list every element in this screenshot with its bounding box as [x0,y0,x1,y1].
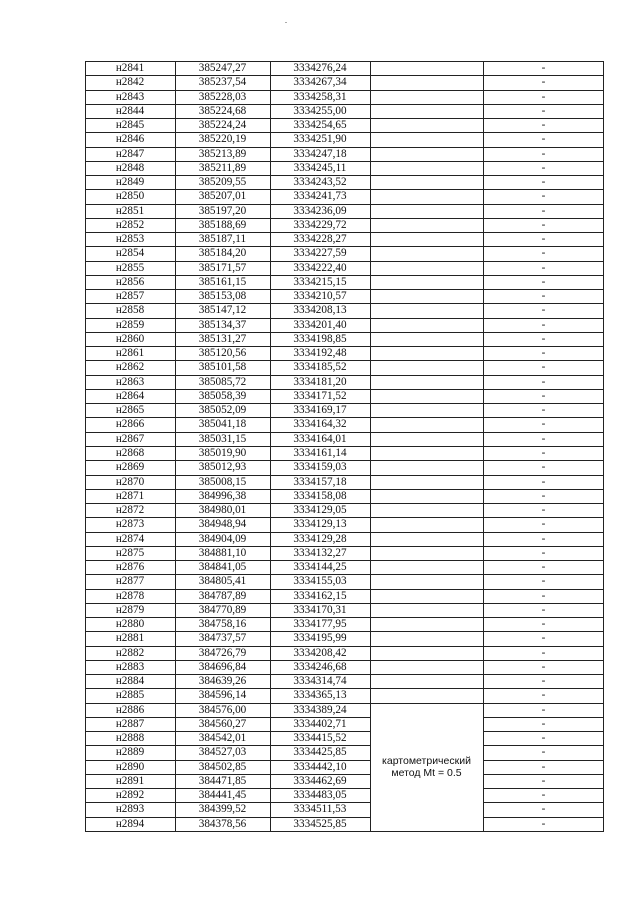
table-row [85,688,604,702]
y-coordinate-cell: 3334254,65 [293,119,347,132]
y-coordinate-cell: 3334162,15 [293,589,347,602]
dash-cell: - [541,233,546,246]
point-id-cell: н2864 [115,389,145,402]
table-row [85,104,604,118]
dash-cell: - [541,632,546,645]
point-id-cell: н2849 [115,176,145,189]
x-coordinate-cell: 385224,68 [198,104,247,117]
table-row [85,460,604,474]
x-coordinate-cell: 385019,90 [198,447,247,459]
x-coordinate-cell: 384378,56 [198,817,247,830]
y-coordinate-cell: 3334251,90 [293,133,347,146]
point-id-cell: н2892 [115,789,145,802]
dash-cell: - [541,732,546,745]
point-id-cell: н2868 [115,447,145,459]
y-coordinate-cell: 3334208,13 [293,304,347,317]
table-row [85,90,604,104]
table-row [85,745,604,759]
x-coordinate-cell: 384841,05 [198,561,247,574]
x-coordinate-cell: 385207,01 [198,190,247,203]
point-id-cell: н2857 [115,290,145,303]
point-id-cell: н2852 [115,218,145,231]
y-coordinate-cell: 3334258,31 [293,90,347,103]
method-line-1: картометрический [382,755,471,767]
dash-cell: - [541,518,546,531]
y-coordinate-cell: 3334158,08 [293,489,347,502]
dash-cell: - [541,717,546,730]
point-id-cell: н2871 [115,489,145,502]
dash-cell: - [541,589,546,602]
y-coordinate-cell: 3334402,71 [293,717,347,730]
y-coordinate-cell: 3334195,99 [293,632,347,645]
y-coordinate-cell: 3334170,31 [293,603,347,616]
table-row [85,475,604,489]
x-coordinate-cell: 385224,24 [198,119,247,132]
dash-cell: - [541,760,546,773]
table-row [85,147,604,161]
point-id-cell: н2846 [115,133,145,146]
dash-cell: - [541,575,546,588]
table-row [85,703,604,717]
method-line-2: метод Mt = 0.5 [391,767,462,779]
point-id-cell: н2881 [115,632,145,645]
dash-cell: - [541,774,546,787]
table-row [85,717,604,731]
x-coordinate-cell: 385031,15 [198,432,247,445]
y-coordinate-cell: 3334241,73 [293,190,347,203]
point-id-cell: н2844 [115,104,145,117]
x-coordinate-cell: 385147,12 [198,304,247,317]
table-row [85,674,604,688]
x-coordinate-cell: 384980,01 [198,504,247,517]
point-id-cell: н2855 [115,261,145,274]
y-coordinate-cell: 3334198,85 [293,332,347,345]
point-id-cell: н2894 [115,817,145,830]
dash-cell: - [541,90,546,103]
x-coordinate-cell: 385171,57 [198,261,247,274]
table-row [85,646,604,660]
point-id-cell: н2848 [115,161,145,174]
table-row [85,417,604,431]
table-row [85,303,604,317]
point-id-cell: н2861 [115,347,145,360]
y-coordinate-cell: 3334276,24 [293,62,347,74]
point-id-cell: н2866 [115,418,145,431]
y-coordinate-cell: 3334161,14 [293,447,347,459]
x-coordinate-cell: 384948,94 [198,518,247,531]
y-coordinate-cell: 3334415,52 [293,732,347,745]
point-id-cell: н2877 [115,575,145,588]
x-coordinate-cell: 385101,58 [198,361,247,374]
table-row [85,489,604,503]
point-id-cell: н2860 [115,332,145,345]
y-coordinate-cell: 3334227,59 [293,247,347,260]
y-coordinate-cell: 3334169,17 [293,404,347,417]
dash-cell: - [541,404,546,417]
table-row [85,346,604,360]
x-coordinate-cell: 385184,20 [198,247,247,260]
y-coordinate-cell: 3334222,40 [293,261,347,274]
y-coordinate-cell: 3334129,05 [293,504,347,517]
dash-cell: - [541,546,546,559]
dash-cell: - [541,161,546,174]
x-coordinate-cell: 384560,27 [198,717,247,730]
y-coordinate-cell: 3334442,10 [293,760,347,773]
dash-cell: - [541,133,546,146]
dash-cell: - [541,803,546,816]
x-coordinate-cell: 384770,89 [198,603,247,616]
point-id-cell: н2858 [115,304,145,317]
x-coordinate-cell: 384996,38 [198,489,247,502]
y-coordinate-cell: 3334511,53 [293,803,347,816]
point-id-cell: н2851 [115,204,145,217]
point-id-cell: н2867 [115,432,145,445]
x-coordinate-cell: 384881,10 [198,546,247,559]
x-coordinate-cell: 385008,15 [198,475,247,488]
x-coordinate-cell: 384904,09 [198,532,247,545]
x-coordinate-cell: 384502,85 [198,760,247,773]
table-row [85,660,604,674]
table-row [85,61,604,75]
point-id-cell: н2845 [115,119,145,132]
table-row [85,617,604,631]
point-id-cell: н2874 [115,532,145,545]
point-id-cell: н2880 [115,618,145,631]
y-coordinate-cell: 3334164,32 [293,418,347,431]
y-coordinate-cell: 3334483,05 [293,789,347,802]
x-coordinate-cell: 385131,27 [198,332,247,345]
table-row [85,817,604,831]
table-row [85,532,604,546]
y-coordinate-cell: 3334246,68 [293,660,347,673]
point-id-cell: н2883 [115,660,145,673]
x-coordinate-cell: 385134,37 [198,318,247,331]
point-id-cell: н2890 [115,760,145,773]
dash-cell: - [541,275,546,288]
x-coordinate-cell: 384726,79 [198,646,247,659]
dash-cell: - [541,119,546,132]
y-coordinate-cell: 3334157,18 [293,475,347,488]
dash-cell: - [541,461,546,474]
x-coordinate-cell: 384576,00 [198,703,247,716]
table-row [85,802,604,816]
point-id-cell: н2863 [115,375,145,388]
dash-cell: - [541,104,546,117]
x-coordinate-cell: 385220,19 [198,133,247,146]
table-row [85,218,604,232]
x-coordinate-cell: 385209,55 [198,176,247,189]
table-row [85,731,604,745]
point-id-cell: н2859 [115,318,145,331]
y-coordinate-cell: 3334185,52 [293,361,347,374]
dash-cell: - [541,62,546,74]
x-coordinate-cell: 385085,72 [198,375,247,388]
point-id-cell: н2872 [115,504,145,517]
y-coordinate-cell: 3334215,15 [293,275,347,288]
point-id-cell: н2865 [115,404,145,417]
y-coordinate-cell: 3334171,52 [293,389,347,402]
table-row [85,574,604,588]
table-row [85,289,604,303]
x-coordinate-cell: 385041,18 [198,418,247,431]
table-row [85,360,604,374]
table-row [85,204,604,218]
x-coordinate-cell: 385058,39 [198,389,247,402]
point-id-cell: н2887 [115,717,145,730]
y-coordinate-cell: 3334159,03 [293,461,347,474]
table-row [85,161,604,175]
x-coordinate-cell: 385052,09 [198,404,247,417]
point-id-cell: н2850 [115,190,145,203]
dash-cell: - [541,190,546,203]
x-coordinate-cell: 385120,56 [198,347,247,360]
x-coordinate-cell: 385197,20 [198,204,247,217]
x-coordinate-cell: 385188,69 [198,218,247,231]
dash-cell: - [541,475,546,488]
y-coordinate-cell: 3334181,20 [293,375,347,388]
table-row [85,432,604,446]
table-row [85,517,604,531]
point-id-cell: н2875 [115,546,145,559]
x-coordinate-cell: 385012,93 [198,461,247,474]
y-coordinate-cell: 3334129,13 [293,518,347,531]
dash-cell: - [541,347,546,360]
table-row [85,589,604,603]
scan-speck [285,22,287,23]
point-id-cell: н2885 [115,689,145,702]
point-id-cell: н2843 [115,90,145,103]
y-coordinate-cell: 3334164,01 [293,432,347,445]
point-id-cell: н2876 [115,561,145,574]
dash-cell: - [541,561,546,574]
x-coordinate-cell: 384696,84 [198,660,247,673]
x-coordinate-cell: 385237,54 [198,76,247,89]
y-coordinate-cell: 3334243,52 [293,176,347,189]
y-coordinate-cell: 3334425,85 [293,746,347,759]
dash-cell: - [541,176,546,189]
x-coordinate-cell: 385211,89 [198,161,247,174]
dash-cell: - [541,675,546,688]
point-id-cell: н2873 [115,518,145,531]
table-row [85,760,604,774]
table-row [85,275,604,289]
y-coordinate-cell: 3334228,27 [293,233,347,246]
row-divider [85,831,604,832]
dash-cell: - [541,332,546,345]
dash-cell: - [541,746,546,759]
y-coordinate-cell: 3334525,85 [293,817,347,830]
table-row [85,788,604,802]
y-coordinate-cell: 3334201,40 [293,318,347,331]
dash-cell: - [541,817,546,830]
y-coordinate-cell: 3334255,00 [293,104,347,117]
x-coordinate-cell: 384737,57 [198,632,247,645]
dash-cell: - [541,532,546,545]
dash-cell: - [541,504,546,517]
dash-cell: - [541,76,546,89]
point-id-cell: н2854 [115,247,145,260]
table-row [85,132,604,146]
x-coordinate-cell: 385247,27 [198,62,247,74]
dash-cell: - [541,318,546,331]
x-coordinate-cell: 385187,11 [198,233,247,246]
point-id-cell: н2891 [115,774,145,787]
dash-cell: - [541,603,546,616]
point-id-cell: н2869 [115,461,145,474]
dash-cell: - [541,703,546,716]
table-row [85,118,604,132]
point-id-cell: н2862 [115,361,145,374]
dash-cell: - [541,389,546,402]
dash-cell: - [541,418,546,431]
dash-cell: - [541,618,546,631]
coordinates-table [85,61,604,831]
x-coordinate-cell: 385213,89 [198,147,247,160]
dash-cell: - [541,489,546,502]
table-row [85,403,604,417]
table-row [85,446,604,460]
point-id-cell: н2879 [115,603,145,616]
dash-cell: - [541,147,546,160]
dash-cell: - [541,432,546,445]
dash-cell: - [541,689,546,702]
x-coordinate-cell: 384596,14 [198,689,247,702]
table-row [85,560,604,574]
y-coordinate-cell: 3334129,28 [293,532,347,545]
dash-cell: - [541,204,546,217]
dash-cell: - [541,261,546,274]
point-id-cell: н2847 [115,147,145,160]
y-coordinate-cell: 3334245,11 [293,161,347,174]
y-coordinate-cell: 3334462,69 [293,774,347,787]
table-row [85,246,604,260]
x-coordinate-cell: 384527,03 [198,746,247,759]
table-row [85,774,604,788]
table-row [85,389,604,403]
table-row [85,375,604,389]
point-id-cell: н2870 [115,475,145,488]
x-coordinate-cell: 385153,08 [198,290,247,303]
table-row [85,189,604,203]
x-coordinate-cell: 384639,26 [198,675,247,688]
point-id-cell: н2853 [115,233,145,246]
point-id-cell: н2884 [115,675,145,688]
y-coordinate-cell: 3334177,95 [293,618,347,631]
y-coordinate-cell: 3334236,09 [293,204,347,217]
dash-cell: - [541,304,546,317]
x-coordinate-cell: 384805,41 [198,575,247,588]
y-coordinate-cell: 3334267,34 [293,76,347,89]
y-coordinate-cell: 3334389,24 [293,703,347,716]
dash-cell: - [541,789,546,802]
y-coordinate-cell: 3334365,13 [293,689,347,702]
dash-cell: - [541,375,546,388]
point-id-cell: н2882 [115,646,145,659]
table-row [85,603,604,617]
point-id-cell: н2856 [115,275,145,288]
table-row [85,503,604,517]
table-row [85,332,604,346]
point-id-cell: н2889 [115,746,145,759]
y-coordinate-cell: 3334155,03 [293,575,347,588]
point-id-cell: н2888 [115,732,145,745]
dash-cell: - [541,218,546,231]
x-coordinate-cell: 385228,03 [198,90,247,103]
y-coordinate-cell: 3334132,27 [293,546,347,559]
table-row [85,75,604,89]
dash-cell: - [541,447,546,459]
dash-cell: - [541,290,546,303]
x-coordinate-cell: 384441,45 [198,789,247,802]
x-coordinate-cell: 384758,16 [198,618,247,631]
table-row [85,261,604,275]
y-coordinate-cell: 3334247,18 [293,147,347,160]
table-row [85,318,604,332]
x-coordinate-cell: 384471,85 [198,774,247,787]
y-coordinate-cell: 3334192,48 [293,347,347,360]
point-id-cell: н2893 [115,803,145,816]
y-coordinate-cell: 3334144,25 [293,561,347,574]
table-row [85,546,604,560]
dash-cell: - [541,361,546,374]
y-coordinate-cell: 3334314,74 [293,675,347,688]
table-row [85,232,604,246]
table-row [85,631,604,645]
point-id-cell: н2842 [115,76,145,89]
y-coordinate-cell: 3334210,57 [293,290,347,303]
x-coordinate-cell: 385161,15 [198,275,247,288]
dash-cell: - [541,247,546,260]
x-coordinate-cell: 384399,52 [198,803,247,816]
x-coordinate-cell: 384542,01 [198,732,247,745]
dash-cell: - [541,646,546,659]
table-row [85,175,604,189]
point-id-cell: н2841 [115,62,145,74]
point-id-cell: н2886 [115,703,145,716]
x-coordinate-cell: 384787,89 [198,589,247,602]
dash-cell: - [541,660,546,673]
y-coordinate-cell: 3334229,72 [293,218,347,231]
point-id-cell: н2878 [115,589,145,602]
y-coordinate-cell: 3334208,42 [293,646,347,659]
